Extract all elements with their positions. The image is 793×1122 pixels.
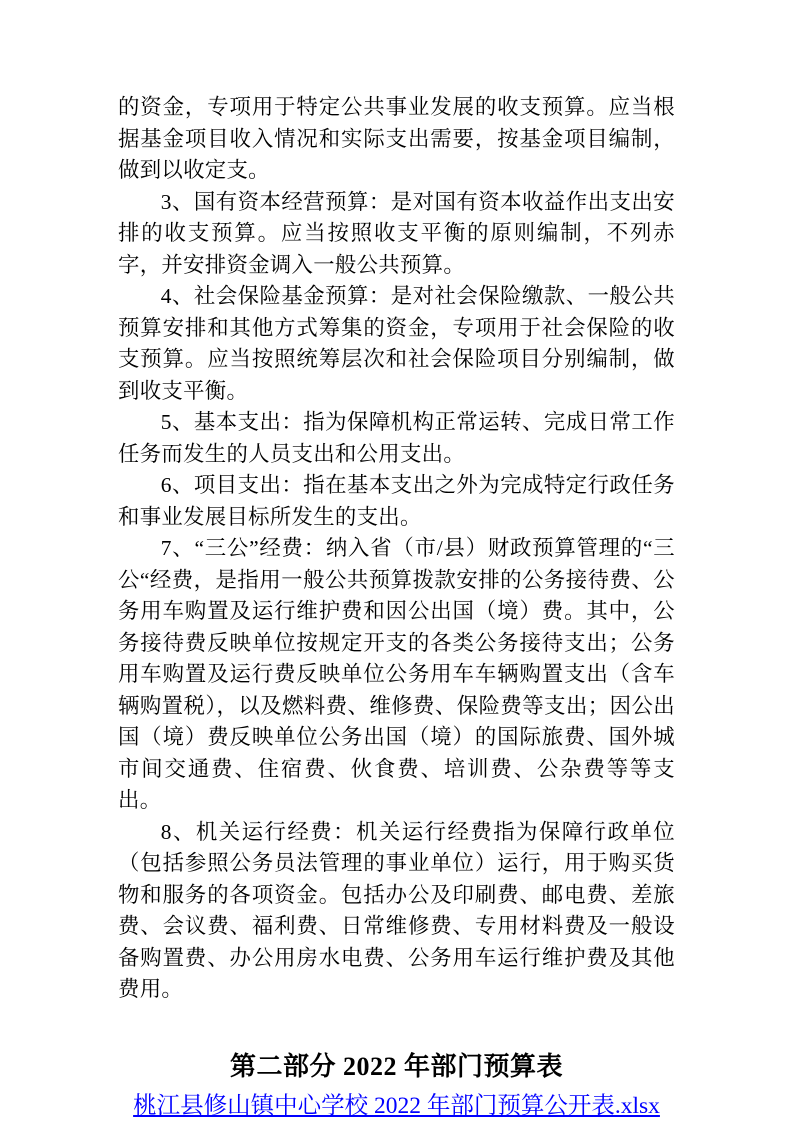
paragraph: 3、国有资本经营预算：是对国有资本收益作出支出安排的收支预算。应当按照收支平衡的原则编制，不列赤字，并安排资金调入一般公共预算。 [118,189,675,277]
paragraph: 6、项目支出：指在基本支出之外为完成特定行政任务和事业发展目标所发生的支出。 [118,473,675,529]
paragraph: 7、“三公”经费：纳入省（市/县）财政预算管理的“三公“经费，是指用一般公共预算拨款安排的公务接待费、公务用车购置及运行维护费和因公出国（境）费。其中，公务接待费反映单位按规定开支的各类公务接待支出；公务用车购置及运行费反映单位公务用车车辆购置支出（含车辆购置税），以及燃料费、维修费、保险费等支出；因公出国（境）费反映单位公务出国（境）的国际旅费、国外城市间交通费、住宿费、伙食费、培训费、公杂费等等支出。 [118,536,675,812]
section-heading: 第二部分 2022 年部门预算表 [229,1051,563,1081]
paragraph: 4、社会保险基金预算：是对社会保险缴款、一般公共预算安排和其他方式筹集的资金，专项用于社会保险的收支预算。应当按照统筹层次和社会保险项目分别编制，做到收支平衡。 [118,284,675,403]
paragraph: 的资金，专项用于特定公共事业发展的收支预算。应当根据基金项目收入情况和实际支出需要，按基金项目编制，做到以收定支。 [118,95,675,182]
document-body [118,92,675,1006]
document-content [118,92,675,1122]
budget-table-xlsx-link[interactable]: 桃江县修山镇中心学校 2022 年部门预算公开表.xlsx [133,1092,660,1119]
attachment-link-line [118,1090,675,1122]
paragraph: 8、机关运行经费：机关运行经费指为保障行政单位（包括参照公务员法管理的事业单位）运行，用于购买货物和服务的各项资金。包括办公及印刷费、邮电费、差旅费、会议费、福利费、日常维修费、专用材料费及一般设备购置费、办公用房水电费、公务用车运行维护费及其他费用。 [118,819,675,1001]
paragraph: 5、基本支出：指为保障机构正常运转、完成日常工作任务而发生的人员支出和公用支出。 [118,410,675,466]
